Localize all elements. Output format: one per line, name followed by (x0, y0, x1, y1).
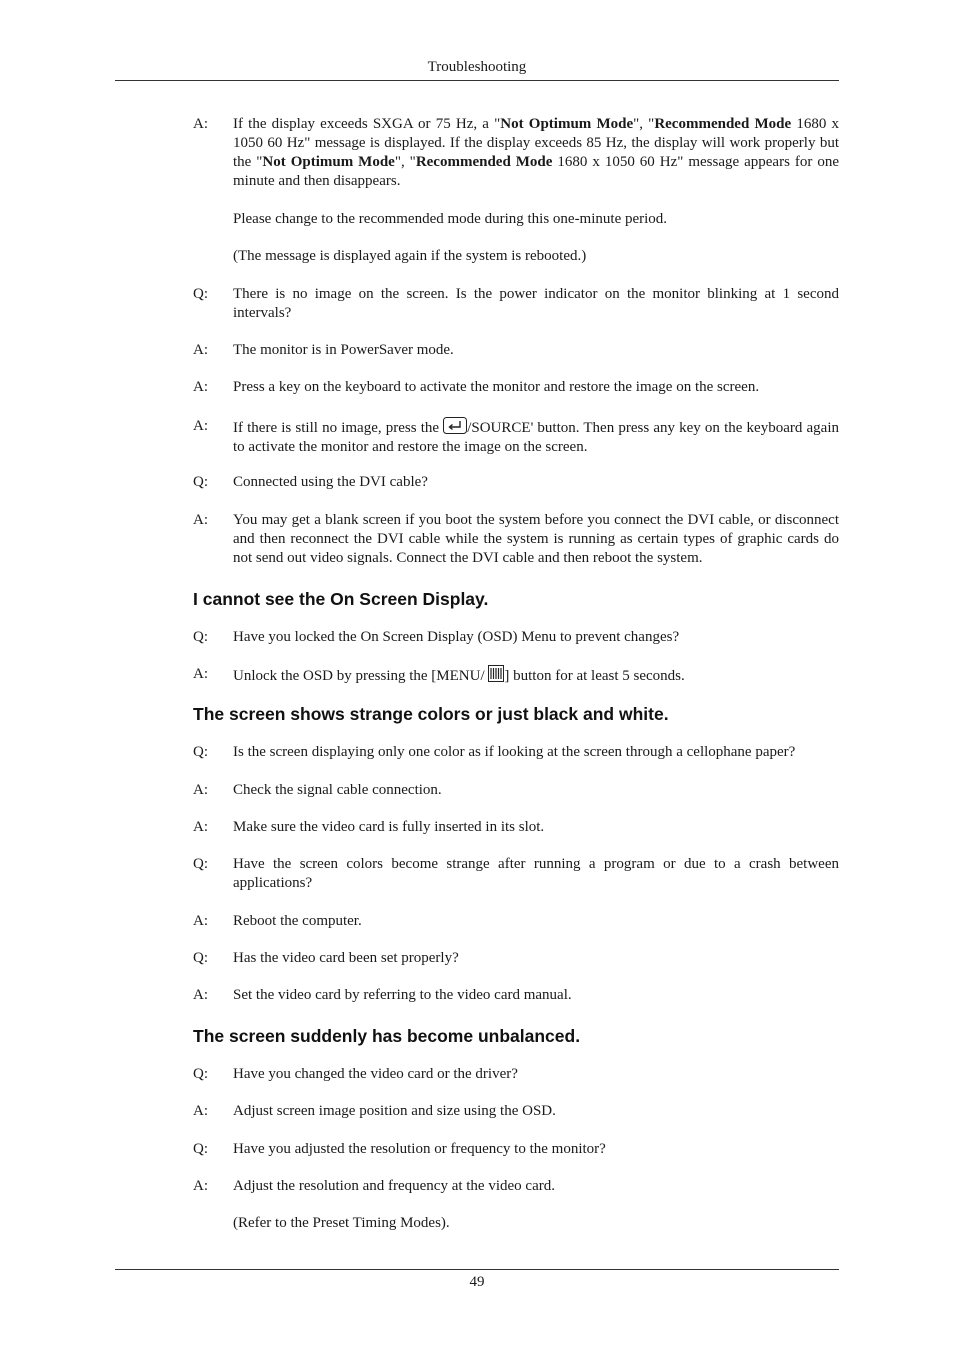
text-run: /SOURCE' button. Then press any key on the keyboard again to activate the monitor and restore the image on the screen. (233, 420, 839, 455)
answer-label: A: (193, 512, 208, 528)
answer-text: The monitor is in PowerSaver mode. (233, 342, 454, 358)
answer-label: A: (193, 819, 208, 835)
answer-text: Set the video card by referring to the video card manual. (233, 987, 572, 1003)
answer-text: (The message is displayed again if the system is rebooted.) (233, 248, 587, 264)
answer-label: A: (193, 987, 208, 1003)
answer-text: Check the signal cable connection. (233, 782, 442, 798)
section-heading: I cannot see the On Screen Display. (193, 589, 489, 609)
answer-label: A: (193, 1103, 208, 1119)
page-number: 49 (469, 1274, 485, 1290)
question-label: Q: (193, 1066, 208, 1082)
answer-item (193, 417, 839, 457)
question-text: Have you changed the video card or the driver? (233, 1066, 518, 1082)
text-run: Unlock the OSD by pressing the [MENU/ (233, 668, 489, 684)
question-label: Q: (193, 629, 208, 645)
answer-item (193, 511, 839, 568)
answer-item (193, 912, 839, 931)
question-text: Have you locked the On Screen Display (OSD) Menu to prevent changes? (233, 629, 680, 645)
question-item (193, 285, 839, 323)
answer-item (193, 1102, 839, 1121)
section-heading: The screen shows strange colors or just black and white. (193, 704, 669, 724)
answer-label: A: (193, 379, 208, 395)
bold-text: Not Optimum Mode (262, 154, 395, 170)
answer-text: Adjust screen image position and size using the OSD. (233, 1103, 556, 1119)
question-item (193, 855, 839, 893)
answer-label: A: (193, 116, 208, 132)
question-label: Q: (193, 1141, 208, 1157)
text-run: If the display exceeds SXGA or 75 Hz, a " (233, 116, 501, 132)
answer-item (193, 818, 839, 837)
answer-item (193, 665, 839, 686)
bold-text: Recommended Mode (654, 116, 792, 132)
answer-text: Press a key on the keyboard to activate the monitor and restore the image on the screen. (233, 379, 760, 395)
question-label: Q: (193, 474, 208, 490)
text-run: 1680 x 1050 60 Hz" message appears for one minute and then disappears. (233, 154, 839, 189)
answer-continuation (193, 1214, 839, 1233)
question-text: There is no image on the screen. Is the power indicator on the monitor blinking at 1 second intervals? (233, 286, 839, 321)
answer-text: (Refer to the Preset Timing Modes). (233, 1215, 450, 1231)
question-item (193, 628, 839, 647)
answer-text: Reboot the computer. (233, 913, 362, 929)
answer-label: A: (193, 1178, 208, 1194)
header-rule (115, 80, 839, 81)
answer-label: A: (193, 782, 208, 798)
answer-label: A: (193, 913, 208, 929)
bold-text: Recommended Mode (415, 154, 553, 170)
question-label: Q: (193, 950, 208, 966)
answer-label: A: (193, 418, 208, 434)
bold-text: Not Optimum Mode (500, 116, 634, 132)
question-item (193, 473, 839, 492)
answer-item (193, 115, 839, 191)
answer-text: You may get a blank screen if you boot the system before you connect the DVI cable, or disconnect and then reconnect the DVI cable while the system is running as certain types of graphic cards do not send out video signals. Connect the DVI cable and then reboot the system. (233, 512, 839, 566)
answer-continuation (193, 247, 839, 266)
text-run: If there is still no image, press the (233, 420, 444, 436)
answer-text (233, 115, 839, 191)
enter-icon (443, 417, 467, 434)
question-item (193, 949, 839, 968)
question-item (193, 743, 839, 762)
answer-item (193, 781, 839, 800)
answer-text: Make sure the video card is fully inserted in its slot. (233, 819, 545, 835)
answer-label: A: (193, 342, 208, 358)
text-run: ", " (633, 116, 655, 132)
question-text: Is the screen displaying only one color as if looking at the screen through a cellophane paper? (233, 744, 796, 760)
text-run: ] button for at least 5 seconds. (504, 668, 685, 684)
question-text: Has the video card been set properly? (233, 950, 459, 966)
question-item (193, 1065, 839, 1084)
question-label: Q: (193, 286, 208, 302)
question-text: Have you adjusted the resolution or frequency to the monitor? (233, 1141, 606, 1157)
answer-text: Please change to the recommended mode during this one-minute period. (233, 211, 668, 227)
text-run: 1680 x 1050 60 Hz" message is displayed. If the display exceeds 85 Hz, the display will work properly but the " (233, 116, 840, 170)
answer-continuation (193, 210, 839, 229)
answer-item (193, 986, 839, 1005)
answer-item (193, 378, 839, 397)
footer-rule (115, 1269, 839, 1270)
header-title: Troubleshooting (427, 59, 527, 75)
answer-item (193, 1177, 839, 1196)
question-text: Have the screen colors become strange after running a program or due to a crash between applications? (233, 856, 839, 891)
question-text: Connected using the DVI cable? (233, 474, 428, 490)
answer-text (233, 417, 839, 457)
answer-label: A: (193, 666, 208, 682)
answer-text (233, 665, 839, 686)
answer-item (193, 341, 839, 360)
text-run: ", " (394, 154, 416, 170)
section-heading: The screen suddenly has become unbalanced. (193, 1026, 581, 1046)
question-item (193, 1140, 839, 1159)
answer-text: Adjust the resolution and frequency at the video card. (233, 1178, 555, 1194)
question-label: Q: (193, 856, 208, 872)
question-label: Q: (193, 744, 208, 760)
menu-icon (488, 665, 504, 682)
